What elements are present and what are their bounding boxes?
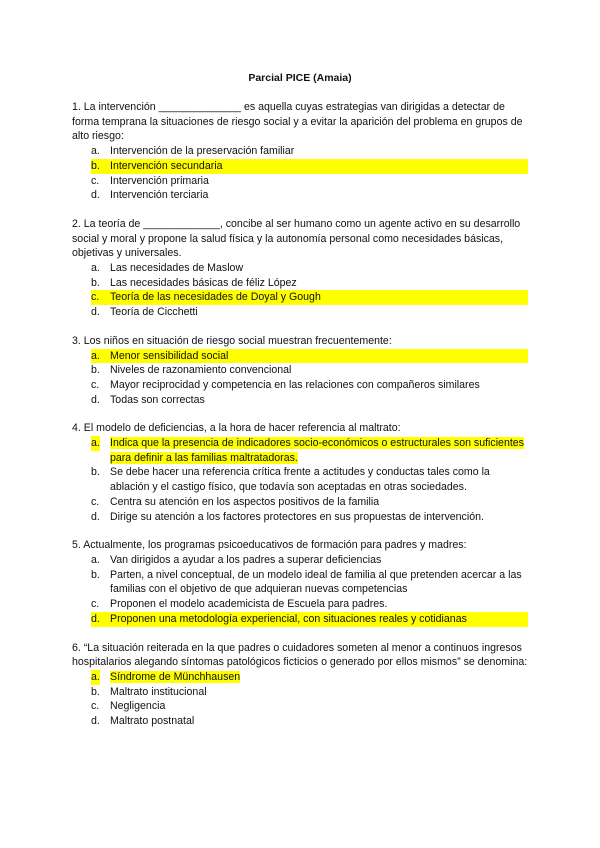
option-text: Indica que la presencia de indicadores socio-económicos o estructurales son suficientes para definir a las familias maltratadoras. (110, 437, 524, 464)
question (72, 100, 528, 203)
question (72, 538, 528, 626)
option-highlighted (91, 670, 528, 685)
option (91, 495, 528, 510)
option-letter: c. (91, 598, 100, 611)
option (91, 188, 528, 203)
document-title: Parcial PICE (Amaia) (248, 72, 352, 84)
question-stem: 4. El modelo de deficiencias, a la hora de hacer referencia al maltrato: (72, 422, 401, 435)
option (91, 363, 528, 378)
option-letter: b. (91, 364, 100, 377)
option-text: Centra su atención en los aspectos positivos de la familia (110, 495, 380, 508)
option-list (72, 349, 528, 408)
option-text: Dirige su atención a los factores protectores en sus propuestas de intervención. (110, 510, 484, 523)
option (91, 261, 528, 276)
question-stem: 1. La intervención ______________ es aquella cuyas estrategias van dirigidas a detectar de forma temprana la situaciones de riesgo social y a evitar la aparición del problema en grupos de alto riesgo: (72, 101, 523, 143)
option (91, 305, 528, 320)
option-text: Menor sensibilidad social (110, 349, 229, 362)
option-letter: b. (91, 159, 100, 172)
option-highlighted (91, 349, 528, 364)
option-letter: c. (91, 378, 100, 391)
option-letter: c. (91, 700, 100, 713)
option-highlighted (91, 436, 528, 465)
option-text: Proponen una metodología experiencial, con situaciones reales y cotidianas (110, 612, 467, 625)
option (91, 393, 528, 408)
option-highlighted (91, 159, 528, 174)
option-letter: a. (91, 262, 100, 275)
option-highlighted (91, 612, 528, 627)
option-letter: a. (91, 553, 100, 566)
option (91, 699, 528, 714)
question-stem: 2. La teoría de _____________, concibe al ser humano como un agente activo en su desarrollo social y moral y propone la salud física y la autonomía personal como necesidades básicas, objetivas y universales. (72, 217, 521, 260)
option-letter: d. (91, 393, 100, 406)
option-text: Intervención primaria (110, 174, 209, 187)
question-stem: 3. Los niños en situación de riesgo social muestran frecuentemente: (72, 334, 392, 347)
question-stem: 6. “La situación reiterada en la que padres o cuidadores someten al menor a continuos ingresos hospitalarios alegando síntomas patológicos ficticios o generado por ellos mismos” se denomina: (72, 641, 528, 669)
option-text: Parten, a nivel conceptual, de un modelo ideal de familia al que pretenden acercar a las familias con el objetivo de que adquieran nuevas competencias (110, 568, 522, 596)
option-text: Todas son correctas (110, 393, 205, 406)
option-letter: d. (91, 306, 100, 319)
option-text: Negligencia (110, 700, 166, 713)
option-letter: a. (91, 437, 100, 450)
option-text: Intervención secundaria (110, 159, 223, 172)
option-list (72, 261, 528, 320)
option-text: Intervención terciaria (110, 189, 209, 202)
question (72, 334, 528, 408)
option-list (72, 553, 528, 627)
option (91, 510, 528, 525)
option (91, 174, 528, 189)
option-letter: d. (91, 189, 100, 202)
question-list (72, 100, 528, 743)
option-text: Se debe hacer una referencia crítica frente a actitudes y conductas tales como la ablación y el castigo físico, que todavía son aceptadas en otras sociedades. (110, 466, 490, 494)
option-letter: c. (91, 291, 100, 304)
option (91, 597, 528, 612)
option-letter: a. (91, 145, 100, 158)
option (91, 568, 528, 597)
option-letter: c. (91, 495, 100, 508)
option (91, 465, 528, 494)
option-list (72, 436, 528, 524)
option (91, 714, 528, 729)
option-letter: c. (91, 174, 100, 187)
option-text: Maltrato postnatal (110, 715, 195, 728)
option-text: Proponen el modelo academicista de Escuela para padres. (110, 598, 388, 611)
option (91, 553, 528, 568)
question (72, 217, 528, 320)
question (72, 641, 528, 729)
option-letter: b. (91, 276, 100, 289)
option (91, 685, 528, 700)
option (91, 276, 528, 291)
option-text: Teoría de Cicchetti (110, 306, 198, 319)
option (91, 378, 528, 393)
option-text: Van dirigidos a ayudar a los padres a superar deficiencias (110, 553, 382, 566)
option-letter: d. (91, 510, 100, 523)
option-letter: a. (91, 349, 100, 362)
option-text: Síndrome de Münchhausen (110, 670, 241, 683)
option-text: Las necesidades de Maslow (110, 262, 244, 275)
option-letter: d. (91, 612, 100, 625)
option-text: Mayor reciprocidad y competencia en las relaciones con compañeros similares (110, 378, 480, 391)
option-list (72, 144, 528, 203)
option-letter: b. (91, 568, 100, 581)
option-highlighted (91, 290, 528, 305)
option-text: Maltrato institucional (110, 685, 207, 698)
option-text: Las necesidades básicas de féliz López (110, 276, 297, 289)
option-letter: a. (91, 670, 100, 683)
option-letter: b. (91, 466, 100, 479)
option-text: Teoría de las necesidades de Doyal y Gough (110, 291, 321, 304)
option-text: Intervención de la preservación familiar (110, 145, 295, 158)
question-stem: 5. Actualmente, los programas psicoeducativos de formación para padres y madres: (72, 539, 467, 552)
option-letter: d. (91, 715, 100, 728)
question (72, 421, 528, 524)
option-text: Niveles de razonamiento convencional (110, 364, 292, 377)
option (91, 144, 528, 159)
option-list (72, 670, 528, 729)
option-letter: b. (91, 685, 100, 698)
